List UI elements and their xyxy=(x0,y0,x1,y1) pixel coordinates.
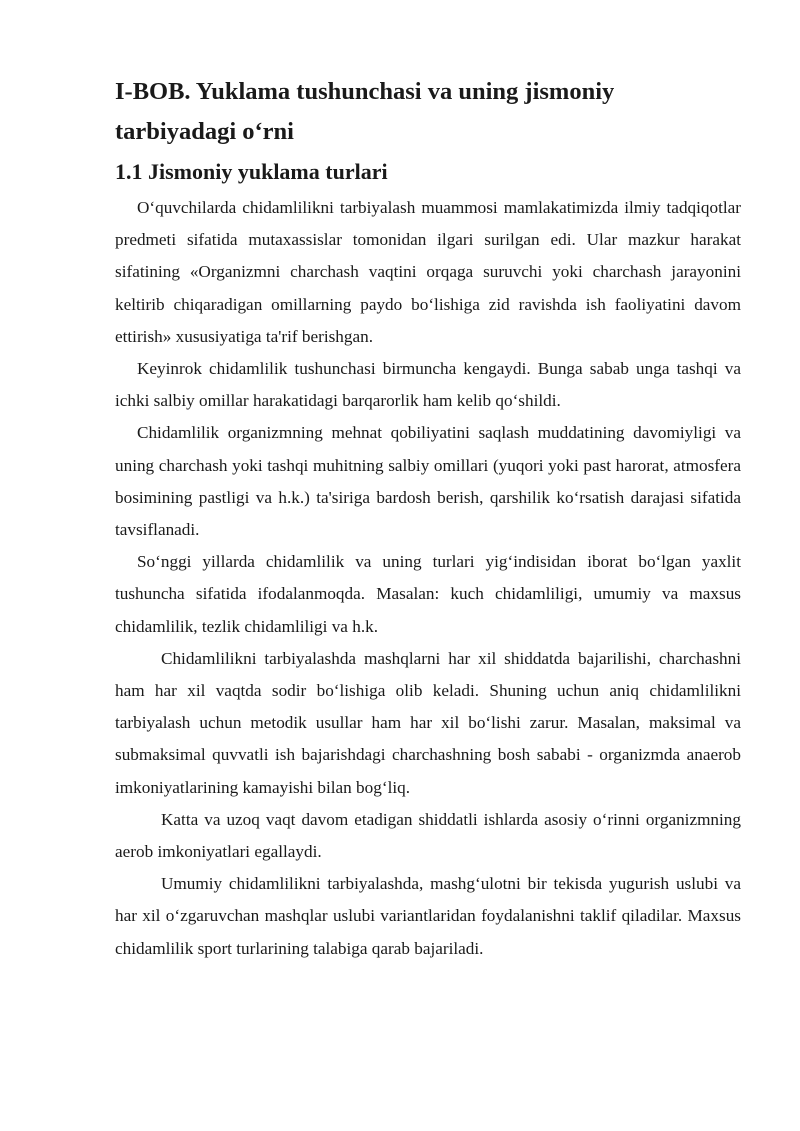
paragraph-5: Chidamlilikni tarbiyalashda mashqlarni har xil shiddatda bajarilishi, charchashni ham har xil vaqtda sodir bo‘lishiga olib keladi. Shuning uchun aniq chidamlilikni tarbiyalash uchun metodik usullar ham har xil bo‘lishi zarur. Masalan, maksimal va submaksimal quvvatli ish bajarishdagi charchashning bosh sababi - organizmda anaerob imkoniyatlarining kamayishi bilan bog‘liq. xyxy=(115,648,741,797)
paragraph-3: Chidamlilik organizmning mehnat qobiliyatini saqlash muddatining davomiyligi va uning charchash yoki tashqi muhitning salbiy omillari (yuqori yoki past harorat, atmosfera bosimining pastligi va h.k.) ta'siriga bardosh berish, qarshilik ko‘rsatish darajasi sifatida tavsiflanadi. xyxy=(115,423,741,540)
chapter-title: I-BOB. Yuklama tushunchasi va uning jismoniy tarbiyadagi o‘rni xyxy=(115,78,615,145)
paragraph-2: Keyinrok chidamlilik tushunchasi birmuncha kengaydi. Bunga sabab unga tashqi va ichki salbiy omillar harakatidagi barqarorlik ham kelib qo‘shildi. xyxy=(115,359,741,411)
paragraph-1: O‘quvchilarda chidamlilikni tarbiyalash muammosi mamlakatimizda ilmiy tadqiqotlar predmeti sifatida mutaxassislar tomonidan ilgari surilgan edi. Ular mazkur harakat sifatining «Organizmni charchash vaqtini orqaga suruvchi yoki charchash jarayonini keltirib chiqaradigan omillarning paydo bo‘lishiga zid ravishda ish faoliyatini davom ettirish» xususiyatiga ta'rif berishgan. xyxy=(115,198,741,346)
paragraph-6: Katta va uzoq vaqt davom etadigan shiddatli ishlarda asosiy o‘rinni organizmning aerob imkoniyatlari egallaydi. xyxy=(115,809,741,862)
section-title: 1.1 Jismoniy yuklama turlari xyxy=(115,159,388,184)
paragraph-4: So‘nggi yillarda chidamlilik va uning turlari yig‘indisidan iborat bo‘lgan yaxlit tushuncha sifatida ifodalanmoqda. Masalan: kuch chidamliligi, umumiy va maxsus chidamlilik, tezlik chidamliligi va h.k. xyxy=(115,552,741,636)
paragraph-7: Umumiy chidamlilikni tarbiyalashda, mashg‘ulotni bir tekisda yugurish uslubi va har xil o‘zgaruvchan mashqlar uslubi variantlaridan foydalanishni taklif qiladilar. Maxsus chidamlilik sport turlarining talabiga qarab bajariladi. xyxy=(115,874,741,958)
document-page xyxy=(115,72,741,965)
